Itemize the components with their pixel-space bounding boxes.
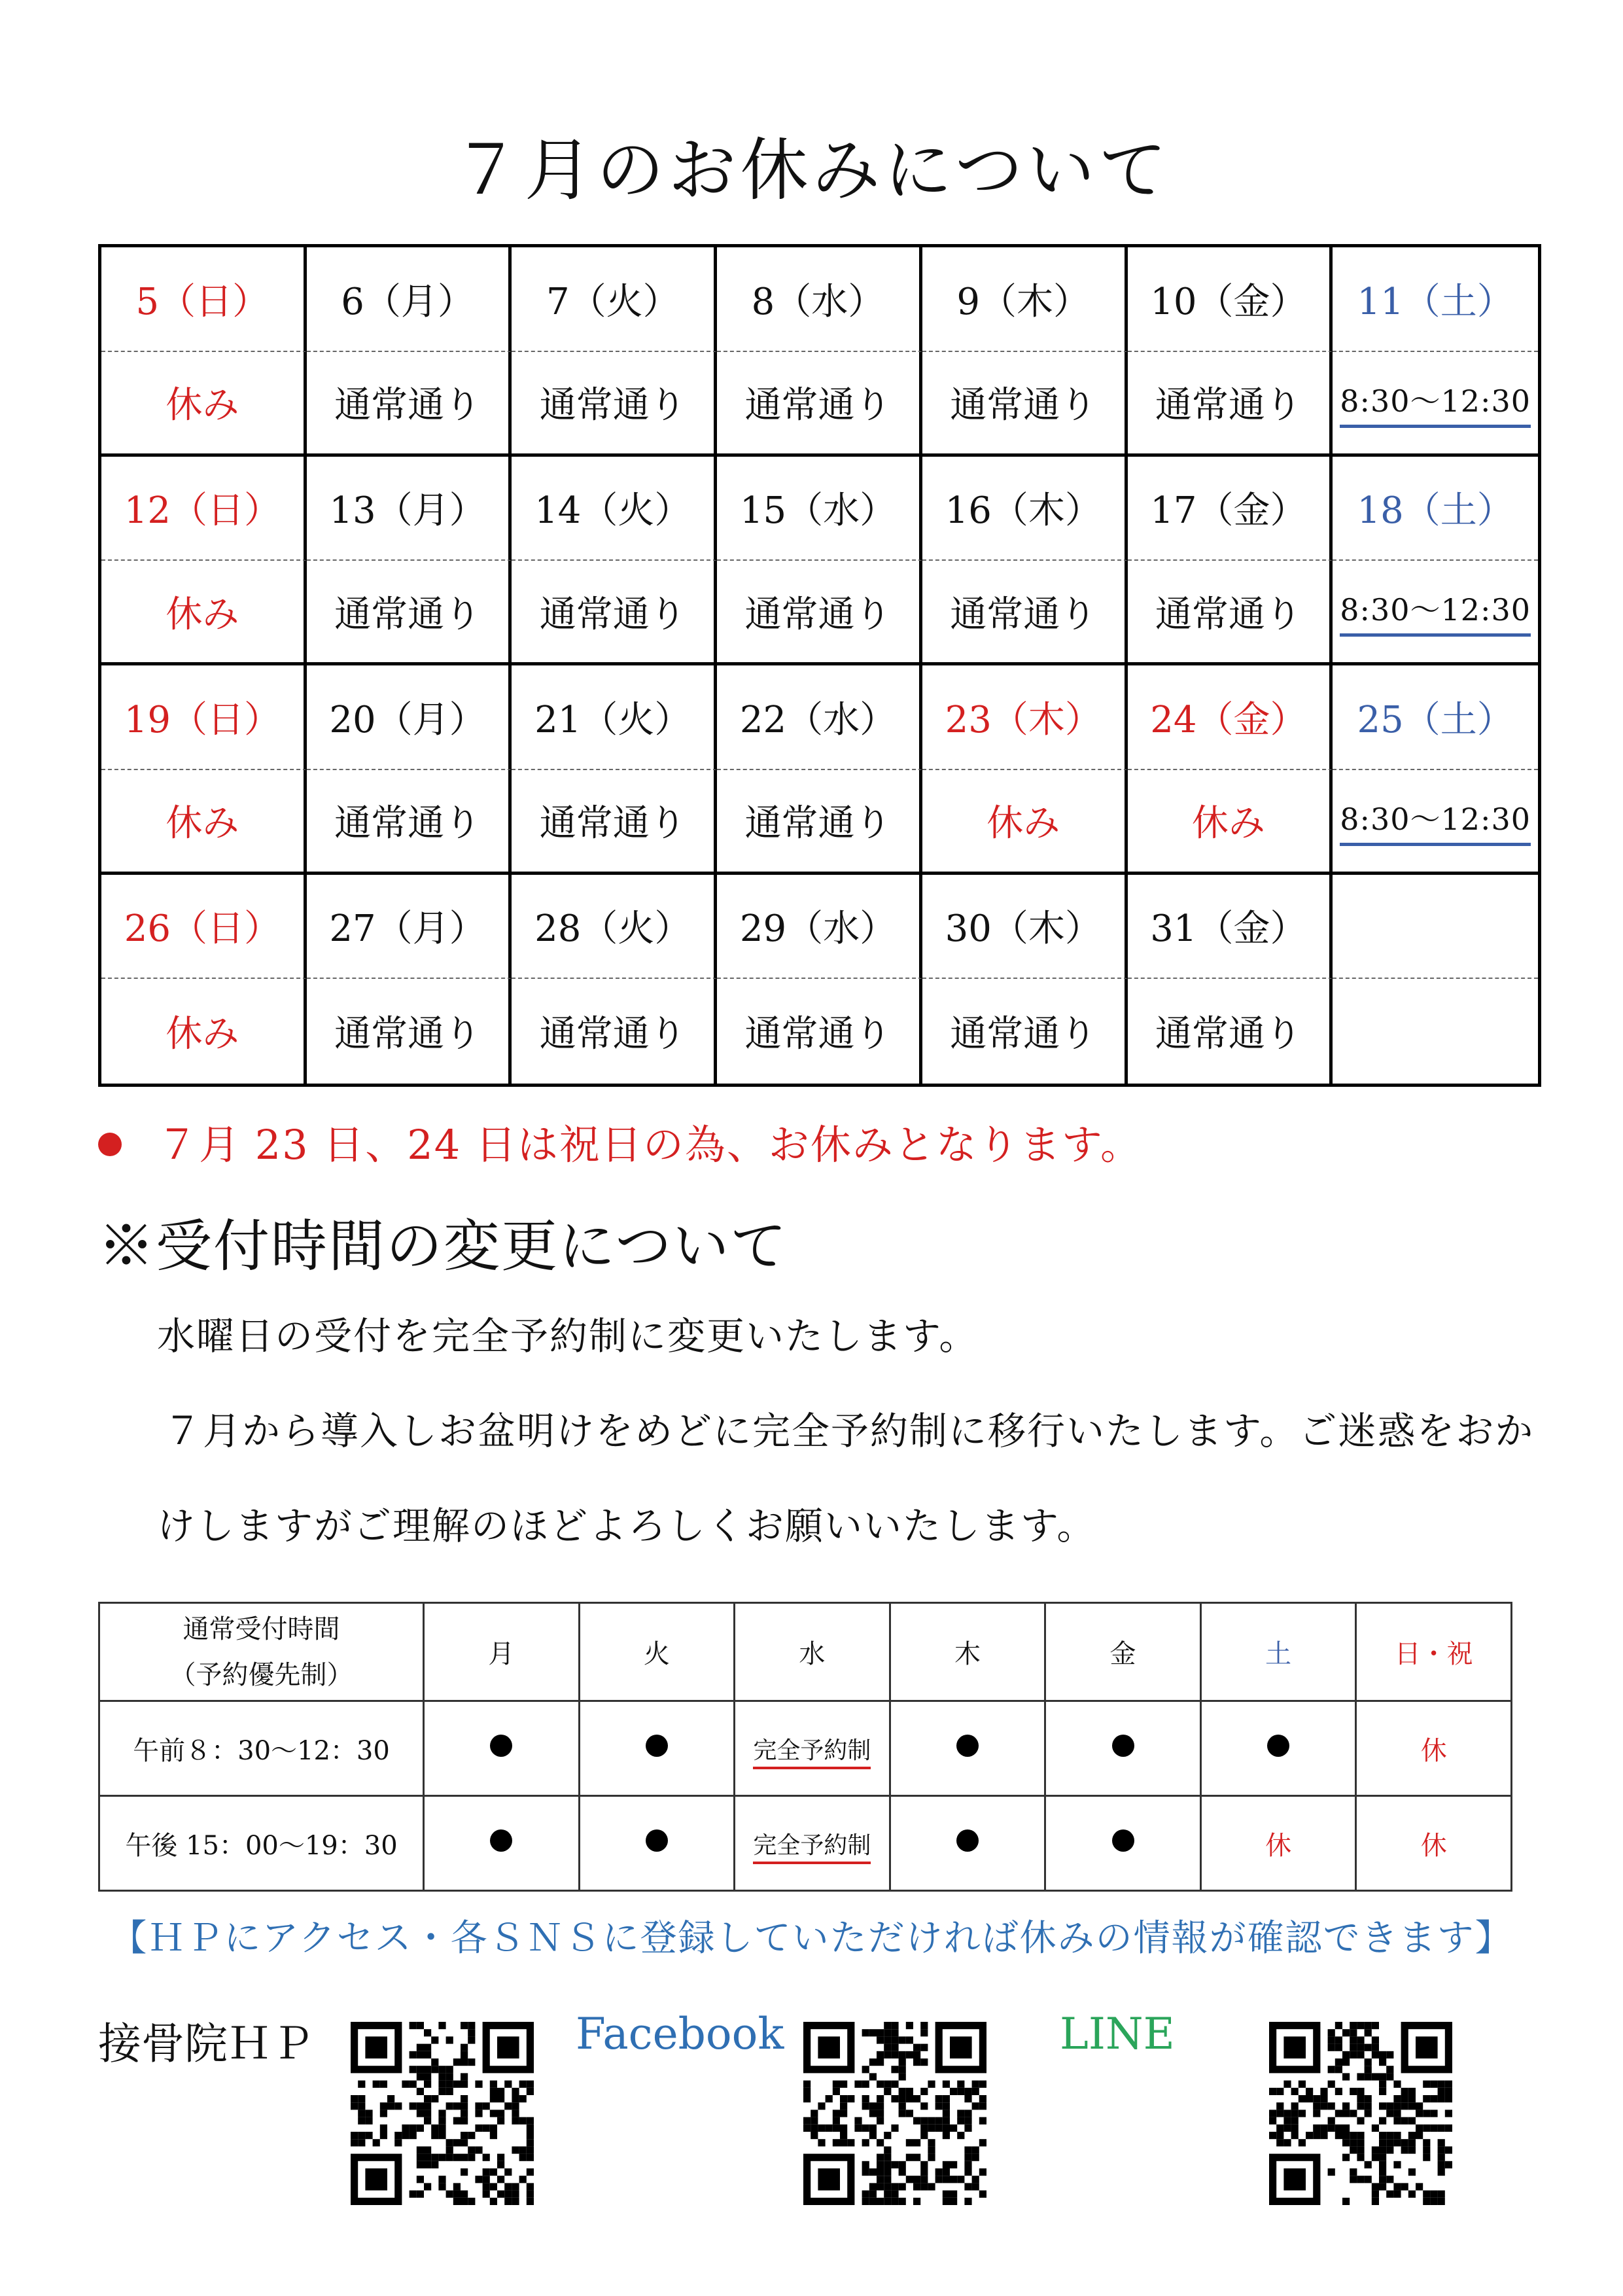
calendar-status-text: 休み (1191, 802, 1265, 845)
calendar-status-text: 休み (986, 802, 1060, 845)
facebook-label[interactable]: Facebook (576, 2009, 784, 2059)
calendar-status-text: 通常通り (334, 593, 481, 636)
calendar-status-cell (307, 352, 512, 457)
calendar-status-text: 通常通り (744, 1013, 892, 1056)
closed-mark: 休 (1356, 1701, 1512, 1796)
open-dot-icon (1112, 1829, 1134, 1852)
calendar-status-text: 8:30～12:30 (1340, 378, 1531, 428)
calendar-date-cell: 13（月） (307, 457, 512, 561)
calendar-status-cell (1128, 979, 1333, 1084)
calendar-status-cell (512, 770, 717, 875)
line-label[interactable]: LINE (1060, 2009, 1175, 2059)
calendar-status-cell (307, 561, 512, 665)
calendar-status-cell (717, 561, 922, 665)
calendar-status-cell (1333, 352, 1538, 457)
calendar-date-cell: 17（金） (1128, 457, 1333, 561)
calendar-status-cell (922, 352, 1128, 457)
open-mark (424, 1796, 580, 1891)
calendar-status-text: 通常通り (950, 384, 1097, 427)
calendar-status-cell (922, 979, 1128, 1084)
calendar-status-text: 通常通り (539, 384, 686, 427)
calendar-status-text: 通常通り (334, 802, 481, 845)
calendar-date-cell: 5（日） (101, 247, 307, 352)
day-header: 月 (424, 1603, 580, 1701)
open-mark (579, 1796, 735, 1891)
open-dot-icon (490, 1829, 512, 1852)
open-mark (424, 1701, 580, 1796)
paragraph-2: ７月から導入しお盆明けをめどに完全予約制に移行いたします。ご迷惑をおか (164, 1409, 1535, 1453)
section-heading: ※受付時間の変更について (98, 1214, 788, 1279)
calendar-date-cell: 12（日） (101, 457, 307, 561)
paragraph-3: けしますがご理解のほどよろしくお願いいたします。 (157, 1504, 1096, 1548)
paragraph-1: 水曜日の受付を完全予約制に変更いたします。 (157, 1314, 979, 1358)
calendar-status-text: 通常通り (334, 384, 481, 427)
day-header: 土 (1200, 1603, 1356, 1701)
calendar-status-text: 通常通り (1155, 384, 1302, 427)
calendar-status-cell (922, 561, 1128, 665)
open-dot-icon (1267, 1735, 1289, 1757)
calendar-status-cell (307, 770, 512, 875)
calendar-status-text: 8:30～12:30 (1340, 796, 1531, 846)
calendar-status-cell (101, 770, 307, 875)
calendar-date-cell: 20（月） (307, 665, 512, 770)
calendar-status-cell (512, 352, 717, 457)
reservation-only-mark (735, 1796, 890, 1891)
calendar-date-cell (1333, 875, 1538, 980)
calendar-date-cell: 25（土） (1333, 665, 1538, 770)
calendar-date-cell: 14（火） (512, 457, 717, 561)
reservation-only-text: 完全予約制 (753, 1737, 871, 1769)
calendar-status-text: 通常通り (950, 593, 1097, 636)
calendar-date-cell: 18（土） (1333, 457, 1538, 561)
calendar-date-cell: 9（木） (922, 247, 1128, 352)
day-header: 金 (1045, 1603, 1201, 1701)
open-mark (890, 1701, 1045, 1796)
calendar-status-text: 通常通り (1155, 593, 1302, 636)
calendar-date-cell: 16（木） (922, 457, 1128, 561)
open-mark (579, 1701, 735, 1796)
calendar-status-cell (512, 979, 717, 1084)
calendar-date-cell: 22（水） (717, 665, 922, 770)
hours-header-line2: （予約優先制） (169, 1659, 353, 1690)
calendar-date-cell: 10（金） (1128, 247, 1333, 352)
calendar-status-cell (1128, 352, 1333, 457)
calendar-status-cell (512, 561, 717, 665)
page-title: ７月のお休みについて (452, 130, 1171, 210)
day-header: 木 (890, 1603, 1045, 1701)
calendar-date-cell: 26（日） (101, 875, 307, 980)
reservation-only-text: 完全予約制 (753, 1832, 871, 1864)
hours-header-label (99, 1603, 424, 1701)
reservation-only-mark (735, 1701, 890, 1796)
facebook-qr-code-icon[interactable] (803, 2022, 986, 2205)
open-mark (1045, 1701, 1201, 1796)
open-dot-icon (956, 1829, 979, 1852)
hp-label: 接骨院ＨＰ (98, 2019, 314, 2069)
calendar-date-cell: 27（月） (307, 875, 512, 980)
hours-row-label: 午後 15：00～19：30 (99, 1796, 424, 1891)
calendar-date-cell: 11（土） (1333, 247, 1538, 352)
calendar-status-text: 休み (166, 384, 239, 427)
calendar-date-cell: 30（木） (922, 875, 1128, 980)
calendar-date-cell: 31（金） (1128, 875, 1333, 980)
bullet-icon (98, 1133, 122, 1156)
day-header: 水 (735, 1603, 890, 1701)
open-dot-icon (490, 1735, 512, 1757)
calendar-status-text: 通常通り (334, 1013, 481, 1056)
closed-mark: 休 (1200, 1796, 1356, 1891)
footer-note: 【ＨＰにアクセス・各ＳＮＳに登録していただければ休みの情報が確認できます】 (110, 1917, 1513, 1960)
calendar-status-text: 休み (166, 593, 239, 636)
calendar-status-text: 通常通り (744, 802, 892, 845)
closed-mark: 休 (1356, 1796, 1512, 1891)
calendar-date-cell: 19（日） (101, 665, 307, 770)
calendar-date-cell: 15（水） (717, 457, 922, 561)
calendar-date-cell: 21（火） (512, 665, 717, 770)
open-mark (1045, 1796, 1201, 1891)
hours-row-label: 午前８：30～12：30 (99, 1701, 424, 1796)
open-mark (890, 1796, 1045, 1891)
calendar-status-text: 通常通り (744, 593, 892, 636)
open-dot-icon (956, 1735, 979, 1757)
calendar-date-cell: 7（火） (512, 247, 717, 352)
hours-header-line1: 通常受付時間 (183, 1614, 340, 1644)
calendar-status-text: 通常通り (539, 1013, 686, 1056)
hp-qr-code-icon[interactable] (351, 2022, 534, 2205)
open-mark (1200, 1701, 1356, 1796)
calendar-status-cell (717, 352, 922, 457)
calendar-status-cell (717, 770, 922, 875)
notice-text: ７月 23 日、24 日は祝日の為、お休みとなります。 (157, 1121, 1142, 1169)
calendar-date-cell: 8（水） (717, 247, 922, 352)
open-dot-icon (1112, 1735, 1134, 1757)
open-dot-icon (646, 1829, 668, 1852)
calendar-status-text: 8:30～12:30 (1340, 586, 1531, 637)
open-dot-icon (646, 1735, 668, 1757)
holiday-calendar (98, 244, 1541, 1087)
calendar-status-text: 通常通り (950, 1013, 1097, 1056)
calendar-status-text: 通常通り (539, 802, 686, 845)
calendar-date-cell: 29（水） (717, 875, 922, 980)
holiday-notice (98, 1112, 1142, 1171)
calendar-status-cell (1333, 979, 1538, 1084)
calendar-status-cell (307, 979, 512, 1084)
calendar-status-cell (1128, 770, 1333, 875)
calendar-status-cell (101, 979, 307, 1084)
calendar-status-cell (101, 561, 307, 665)
calendar-date-cell: 6（月） (307, 247, 512, 352)
calendar-status-cell (922, 770, 1128, 875)
calendar-status-cell (717, 979, 922, 1084)
calendar-status-text: 通常通り (539, 593, 686, 636)
line-qr-code-icon[interactable] (1269, 2022, 1452, 2205)
calendar-status-text: 通常通り (1155, 1013, 1302, 1056)
calendar-status-text: 休み (166, 1013, 239, 1056)
day-header: 火 (579, 1603, 735, 1701)
calendar-status-cell (101, 352, 307, 457)
reception-hours-table (98, 1602, 1512, 1892)
calendar-status-text: 通常通り (744, 384, 892, 427)
day-header: 日・祝 (1356, 1603, 1512, 1701)
calendar-status-cell (1333, 770, 1538, 875)
calendar-status-cell (1128, 561, 1333, 665)
calendar-date-cell: 28（火） (512, 875, 717, 980)
calendar-status-text: 休み (166, 802, 239, 845)
calendar-date-cell: 24（金） (1128, 665, 1333, 770)
calendar-status-cell (1333, 561, 1538, 665)
calendar-date-cell: 23（木） (922, 665, 1128, 770)
